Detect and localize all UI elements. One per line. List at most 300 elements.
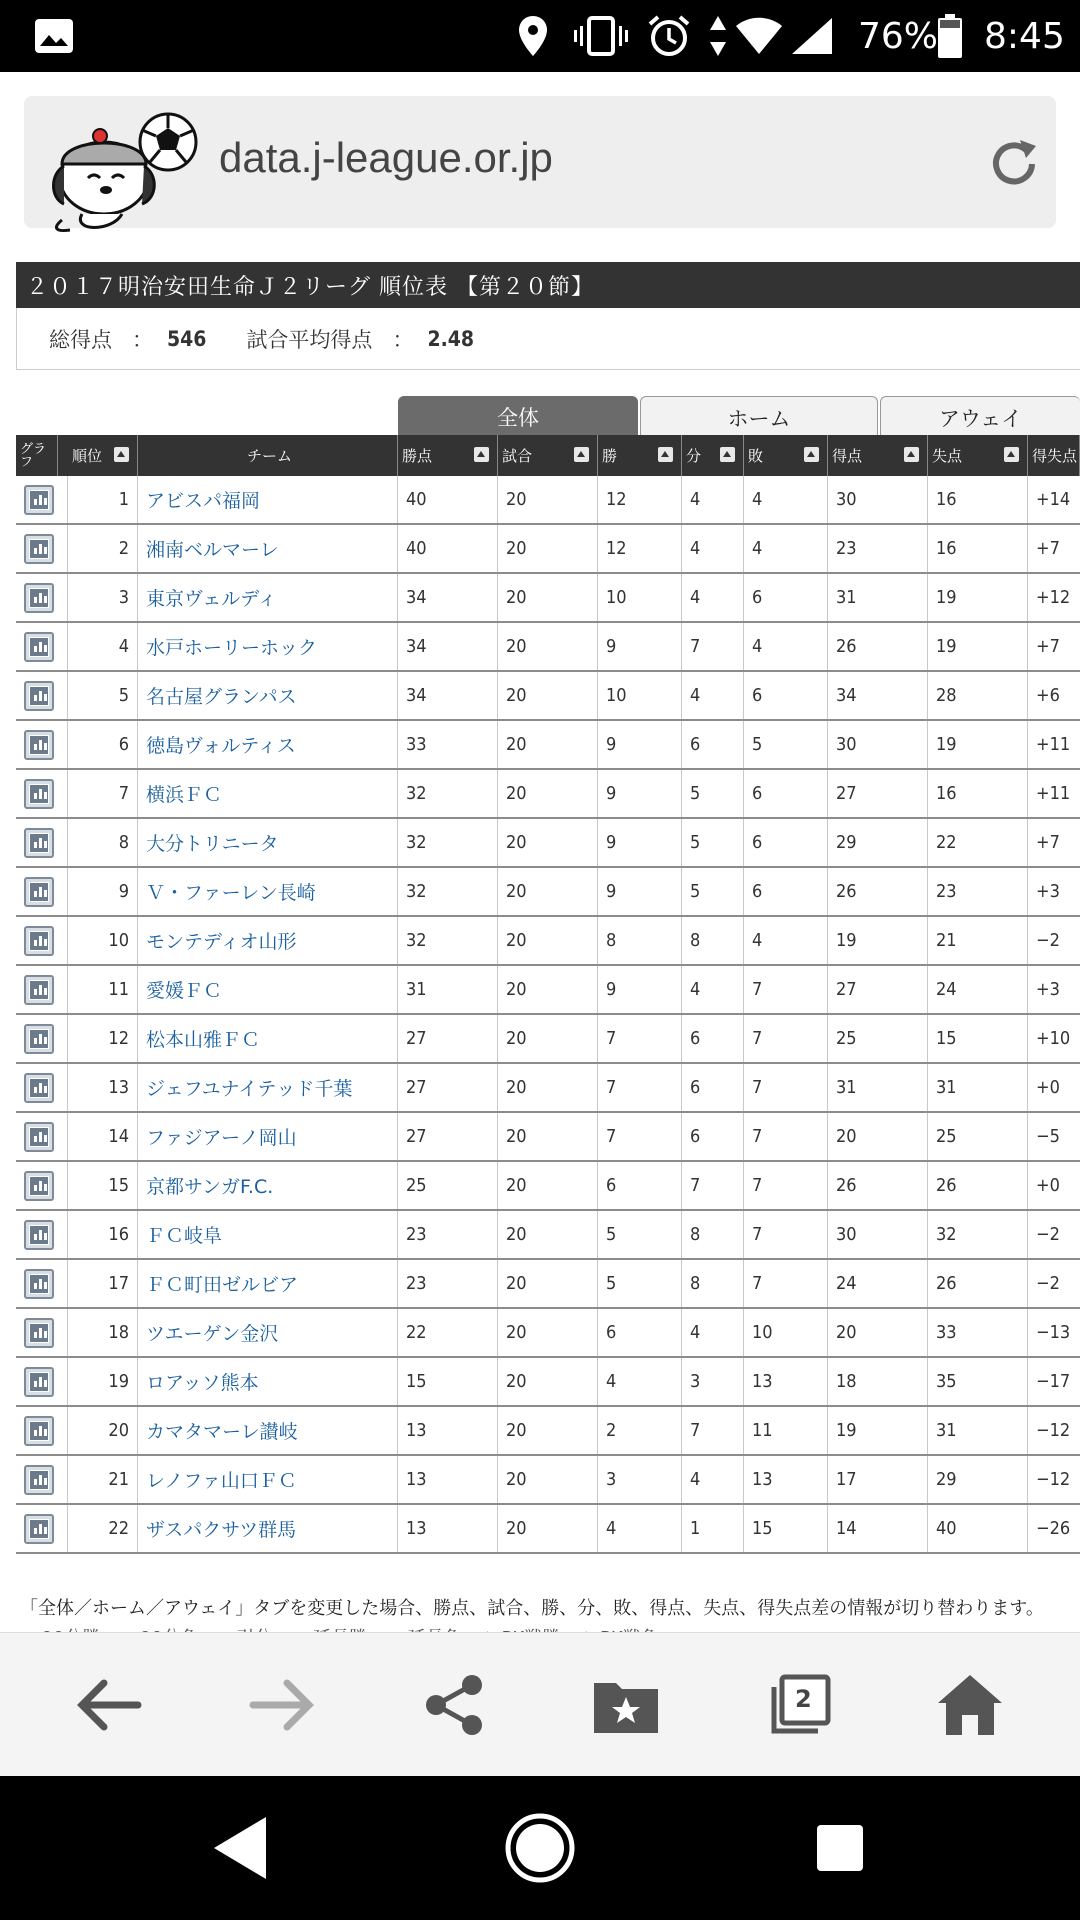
cell-points: 22 [398, 1309, 498, 1356]
table-row [16, 525, 1080, 574]
cell-wins: 12 [598, 525, 682, 572]
cell-draws: 6 [682, 1064, 744, 1111]
cell-draws: 4 [682, 476, 744, 523]
table-row [16, 1309, 1080, 1358]
cell-wins: 12 [598, 476, 682, 523]
battery-icon [937, 0, 963, 72]
reload-icon[interactable] [986, 136, 1042, 192]
column-header-losses[interactable] [744, 435, 828, 476]
cell-losses: 6 [744, 574, 828, 621]
sort-icon[interactable] [804, 447, 819, 462]
image-icon [34, 0, 74, 72]
cell-goals-against: 19 [928, 574, 1028, 621]
cell-games: 20 [498, 476, 598, 523]
graph-cell [16, 770, 68, 817]
cell-goals-against: 35 [928, 1358, 1028, 1405]
url-text: data.j-league.or.jp [219, 134, 553, 181]
graph-cell [16, 1358, 68, 1405]
cell-losses: 6 [744, 868, 828, 915]
cell-goals-against: 16 [928, 525, 1028, 572]
graph-cell [16, 1309, 68, 1356]
cell-goal-diff: −13 [1036, 1322, 1071, 1343]
location-icon [518, 0, 548, 72]
cell-goals-against: 15 [928, 1015, 1028, 1062]
graph-icon[interactable] [24, 1269, 54, 1299]
graph-icon[interactable] [24, 534, 54, 564]
cell-goal-diff: −26 [1036, 1518, 1071, 1539]
cell-goal-diff: +7 [1036, 636, 1060, 657]
team-link[interactable]: Ｖ・ファーレン長崎 [138, 868, 398, 915]
sort-icon[interactable] [574, 447, 589, 462]
team-link[interactable]: ロアッソ熊本 [138, 1358, 398, 1405]
cell-wins: 10 [598, 574, 682, 621]
cell-goals-for: 29 [828, 819, 928, 866]
cell-rank: 2 [68, 525, 138, 572]
graph-cell [16, 1260, 68, 1307]
graph-icon[interactable] [24, 1122, 54, 1152]
graph-icon[interactable] [24, 485, 54, 515]
team-link[interactable]: ＦＣ町田ゼルビア [138, 1260, 398, 1307]
table-row [16, 623, 1080, 672]
column-header-games[interactable] [498, 435, 598, 476]
graph-icon[interactable] [24, 632, 54, 662]
table-row [16, 1505, 1080, 1554]
column-label: 得点 [832, 447, 863, 465]
sort-icon[interactable] [720, 447, 735, 462]
cell-goal-diff: −2 [1036, 1273, 1060, 1294]
cell-rank: 15 [68, 1162, 138, 1209]
cell-losses: 7 [744, 1015, 828, 1062]
clock: 8:45 [984, 15, 1065, 57]
cell-points: 40 [398, 476, 498, 523]
cell-games: 20 [498, 1015, 598, 1062]
cell-points: 23 [398, 1211, 498, 1258]
cell-goals-for: 20 [828, 1113, 928, 1160]
cell-goals-against: 23 [928, 868, 1028, 915]
graph-icon[interactable] [24, 828, 54, 858]
graph-cell [16, 574, 68, 621]
graph-icon[interactable] [24, 1024, 54, 1054]
cell-goals-against: 26 [928, 1162, 1028, 1209]
cell-goal-diff: +12 [1036, 587, 1071, 608]
cell-wins: 8 [598, 917, 682, 964]
graph-cell [16, 525, 68, 572]
cell-goals-for: 19 [828, 1407, 928, 1454]
cell-wins: 9 [598, 868, 682, 915]
cell-goals-for: 30 [828, 1211, 928, 1258]
nav-recents-icon[interactable] [800, 1808, 880, 1888]
cell-rank: 9 [68, 868, 138, 915]
table-row [16, 966, 1080, 1015]
cell-losses: 13 [744, 1358, 828, 1405]
table-row [16, 1260, 1080, 1309]
cell-wins: 6 [598, 1162, 682, 1209]
cell-goals-against: 19 [928, 721, 1028, 768]
cell-games: 20 [498, 574, 598, 621]
cell-draws: 4 [682, 672, 744, 719]
cell-losses: 6 [744, 672, 828, 719]
graph-cell [16, 917, 68, 964]
table-row [16, 1211, 1080, 1260]
cell-points: 34 [398, 623, 498, 670]
cell-games: 20 [498, 1211, 598, 1258]
cell-goals-against: 22 [928, 819, 1028, 866]
table-body [16, 476, 1080, 1554]
signal-icon [790, 0, 834, 72]
cell-losses: 7 [744, 1211, 828, 1258]
graph-cell [16, 819, 68, 866]
cell-draws: 6 [682, 721, 744, 768]
team-link[interactable]: ツエーゲン金沢 [138, 1309, 398, 1356]
bookmarks-icon[interactable] [586, 1665, 666, 1745]
team-link[interactable]: 東京ヴェルディ [138, 574, 398, 621]
cell-rank: 4 [68, 623, 138, 670]
team-link[interactable]: 大分トリニータ [138, 819, 398, 866]
cell-points: 23 [398, 1260, 498, 1307]
tab-note: 「全体／ホーム／アウェイ」タブを変更した場合、勝点、試合、勝、分、敗、得点、失点、得失点差の情報が切り替わります。 [20, 1598, 1044, 1619]
colon: ： [392, 327, 414, 352]
cell-goal-diff: +7 [1036, 538, 1060, 559]
graph-cell [16, 1456, 68, 1503]
cell-goal-diff: −2 [1036, 930, 1060, 951]
cell-goals-for: 30 [828, 721, 928, 768]
team-link[interactable]: レノファ山口ＦＣ [138, 1456, 398, 1503]
column-header-rank[interactable] [68, 435, 138, 476]
cell-games: 20 [498, 1407, 598, 1454]
cell-goal-diff: +14 [1036, 489, 1071, 510]
cell-goals-for: 30 [828, 476, 928, 523]
cell-wins: 5 [598, 1260, 682, 1307]
column-header-graph [16, 435, 58, 476]
graph-icon[interactable] [24, 583, 54, 613]
column-label: 試合 [502, 447, 533, 465]
cell-rank: 10 [68, 917, 138, 964]
team-link[interactable]: 松本山雅ＦＣ [138, 1015, 398, 1062]
total-goals-value: 546 [167, 326, 207, 351]
back-icon[interactable] [69, 1665, 149, 1745]
column-label: グラフ [20, 441, 47, 470]
cell-goal-diff: +6 [1036, 685, 1060, 706]
team-link[interactable]: 京都サンガF.C. [138, 1162, 398, 1209]
colon: ： [132, 327, 153, 352]
team-link[interactable]: 湘南ベルマーレ [138, 525, 398, 572]
cell-rank: 8 [68, 819, 138, 866]
cell-games: 20 [498, 770, 598, 817]
column-label: 分 [686, 447, 702, 465]
cell-goals-against: 32 [928, 1211, 1028, 1258]
team-link[interactable]: アビスパ福岡 [138, 476, 398, 523]
graph-icon[interactable] [24, 1416, 54, 1446]
cell-games: 20 [498, 868, 598, 915]
cell-games: 20 [498, 1358, 598, 1405]
graph-cell [16, 1064, 68, 1111]
cell-rank: 19 [68, 1358, 138, 1405]
tab-overall[interactable]: 全体 [398, 396, 638, 438]
sort-icon[interactable] [658, 447, 673, 462]
table-row [16, 1456, 1080, 1505]
graph-cell [16, 672, 68, 719]
team-link[interactable]: 名古屋グランパス [138, 672, 398, 719]
cell-goals-against: 40 [928, 1505, 1028, 1552]
cell-wins: 9 [598, 623, 682, 670]
graph-cell [16, 1015, 68, 1062]
team-link[interactable]: 水戸ホーリーホック [138, 623, 398, 670]
jleague-mascot-logo [42, 102, 202, 232]
browser-bottom-bar [0, 1632, 1080, 1776]
cell-points: 34 [398, 574, 498, 621]
cell-rank: 1 [68, 476, 138, 523]
graph-icon[interactable] [24, 730, 54, 760]
cell-goals-for: 27 [828, 966, 928, 1013]
graph-icon[interactable] [24, 1367, 54, 1397]
cell-games: 20 [498, 623, 598, 670]
cell-goals-against: 16 [928, 770, 1028, 817]
cell-points: 34 [398, 672, 498, 719]
cell-points: 13 [398, 1407, 498, 1454]
cell-goals-for: 31 [828, 1064, 928, 1111]
column-header-wins[interactable] [598, 435, 682, 476]
cell-games: 20 [498, 1456, 598, 1503]
table-row [16, 476, 1080, 525]
cell-rank: 3 [68, 574, 138, 621]
team-link[interactable]: ザスパクサツ群馬 [138, 1505, 398, 1552]
cell-games: 20 [498, 966, 598, 1013]
team-link[interactable]: 徳島ヴォルティス [138, 721, 398, 768]
cell-losses: 11 [744, 1407, 828, 1454]
cell-losses: 7 [744, 1260, 828, 1307]
cell-draws: 4 [682, 1309, 744, 1356]
column-header-draws[interactable] [682, 435, 744, 476]
standings-table [16, 435, 1080, 1554]
cell-wins: 9 [598, 966, 682, 1013]
cell-draws: 4 [682, 525, 744, 572]
cell-losses: 15 [744, 1505, 828, 1552]
cell-games: 20 [498, 1505, 598, 1552]
cell-losses: 4 [744, 525, 828, 572]
cell-wins: 6 [598, 1309, 682, 1356]
cell-draws: 5 [682, 868, 744, 915]
graph-cell [16, 1211, 68, 1258]
nav-home-icon[interactable] [500, 1808, 580, 1888]
avg-goals-label: 試合平均得点 [246, 327, 373, 352]
tab-away[interactable]: アウェイ [880, 396, 1080, 438]
graph-icon[interactable] [24, 877, 54, 907]
cell-wins: 4 [598, 1358, 682, 1405]
column-header-points[interactable] [398, 435, 498, 476]
cell-draws: 5 [682, 819, 744, 866]
sort-icon[interactable] [474, 447, 489, 462]
team-link[interactable]: モンテディオ山形 [138, 917, 398, 964]
cell-goals-for: 26 [828, 868, 928, 915]
wifi-icon [735, 0, 783, 72]
cell-wins: 7 [598, 1015, 682, 1062]
table-row [16, 1407, 1080, 1456]
system-nav-bar [0, 1776, 1080, 1920]
status-bar [0, 0, 1080, 72]
cell-losses: 13 [744, 1456, 828, 1503]
cell-goals-against: 31 [928, 1407, 1028, 1454]
graph-icon[interactable] [24, 1514, 54, 1544]
cell-goal-diff: +11 [1036, 734, 1071, 755]
graph-cell [16, 1407, 68, 1454]
table-row [16, 868, 1080, 917]
cell-points: 32 [398, 868, 498, 915]
cell-goals-for: 25 [828, 1015, 928, 1062]
cell-games: 20 [498, 1309, 598, 1356]
table-row [16, 672, 1080, 721]
table-row [16, 770, 1080, 819]
cell-losses: 4 [744, 917, 828, 964]
graph-icon[interactable] [24, 1220, 54, 1250]
table-row [16, 1358, 1080, 1407]
cell-losses: 4 [744, 623, 828, 670]
share-icon[interactable] [414, 1665, 494, 1745]
team-link[interactable]: カマタマーレ讃岐 [138, 1407, 398, 1454]
cell-goal-diff: +10 [1036, 1028, 1071, 1049]
cell-goal-diff: +11 [1036, 783, 1071, 804]
cell-wins: 9 [598, 721, 682, 768]
cell-goals-for: 17 [828, 1456, 928, 1503]
cell-draws: 7 [682, 1162, 744, 1209]
nav-back-icon[interactable] [200, 1808, 280, 1888]
battery-percent: 76% [858, 15, 939, 57]
total-goals-label: 総得点 [49, 327, 112, 352]
graph-icon[interactable] [24, 1073, 54, 1103]
cell-games: 20 [498, 1162, 598, 1209]
column-label: チーム [246, 447, 292, 465]
graph-icon[interactable] [24, 1171, 54, 1201]
cell-rank: 12 [68, 1015, 138, 1062]
cell-games: 20 [498, 525, 598, 572]
cell-goals-for: 19 [828, 917, 928, 964]
tabs-icon[interactable] [760, 1665, 840, 1745]
sort-icon[interactable] [1004, 447, 1019, 462]
alarm-icon [647, 0, 691, 72]
cell-goals-for: 26 [828, 623, 928, 670]
cell-draws: 7 [682, 623, 744, 670]
column-header-goals-against[interactable] [928, 435, 1028, 476]
column-header-goals-for[interactable] [828, 435, 928, 476]
cell-losses: 10 [744, 1309, 828, 1356]
cell-points: 31 [398, 966, 498, 1013]
table-row [16, 1015, 1080, 1064]
column-header-team [138, 435, 398, 476]
cell-draws: 7 [682, 1407, 744, 1454]
cell-points: 32 [398, 917, 498, 964]
cell-wins: 5 [598, 1211, 682, 1258]
graph-icon[interactable] [24, 1318, 54, 1348]
avg-goals-value: 2.48 [427, 326, 475, 351]
cell-games: 20 [498, 819, 598, 866]
cell-rank: 20 [68, 1407, 138, 1454]
graph-icon[interactable] [24, 681, 54, 711]
cell-wins: 3 [598, 1456, 682, 1503]
cell-goals-against: 16 [928, 476, 1028, 523]
cell-goals-against: 28 [928, 672, 1028, 719]
cell-points: 27 [398, 1064, 498, 1111]
cell-rank: 5 [68, 672, 138, 719]
cell-goals-against: 19 [928, 623, 1028, 670]
cell-draws: 8 [682, 1260, 744, 1307]
cell-goals-for: 26 [828, 1162, 928, 1209]
cell-goals-for: 24 [828, 1260, 928, 1307]
cell-games: 20 [498, 917, 598, 964]
cell-goal-diff: +0 [1036, 1077, 1060, 1098]
address-bar[interactable] [24, 96, 1056, 228]
cell-games: 20 [498, 721, 598, 768]
graph-icon[interactable] [24, 926, 54, 956]
cell-draws: 1 [682, 1505, 744, 1552]
team-link[interactable]: 愛媛ＦＣ [138, 966, 398, 1013]
column-label: 敗 [748, 447, 764, 465]
browser-toolbar [0, 72, 1080, 242]
cell-goals-for: 18 [828, 1358, 928, 1405]
cell-points: 40 [398, 525, 498, 572]
cell-draws: 5 [682, 770, 744, 817]
cell-draws: 3 [682, 1358, 744, 1405]
cell-draws: 6 [682, 1113, 744, 1160]
cell-goals-for: 34 [828, 672, 928, 719]
cell-losses: 5 [744, 721, 828, 768]
cell-points: 33 [398, 721, 498, 768]
cell-rank: 22 [68, 1505, 138, 1552]
column-label: 勝 [602, 447, 618, 465]
cell-goal-diff: −12 [1036, 1469, 1071, 1490]
cell-rank: 6 [68, 721, 138, 768]
graph-icon[interactable] [24, 779, 54, 809]
team-link[interactable]: ジェフユナイテッド千葉 [138, 1064, 398, 1111]
data-icon [708, 0, 728, 72]
graph-cell [16, 1113, 68, 1160]
sort-icon[interactable] [114, 447, 129, 462]
cell-goals-for: 27 [828, 770, 928, 817]
graph-cell [16, 1162, 68, 1209]
cell-points: 32 [398, 770, 498, 817]
cell-draws: 8 [682, 917, 744, 964]
cell-losses: 7 [744, 1113, 828, 1160]
cell-games: 20 [498, 1260, 598, 1307]
cell-goals-for: 20 [828, 1309, 928, 1356]
tab-home[interactable]: ホーム [640, 396, 878, 438]
team-link[interactable]: 横浜ＦＣ [138, 770, 398, 817]
graph-icon[interactable] [24, 1465, 54, 1495]
cell-draws: 8 [682, 1211, 744, 1258]
cell-goals-for: 14 [828, 1505, 928, 1552]
cell-rank: 11 [68, 966, 138, 1013]
forward-icon[interactable] [242, 1665, 322, 1745]
graph-icon[interactable] [24, 975, 54, 1005]
cell-goals-against: 21 [928, 917, 1028, 964]
cell-wins: 9 [598, 770, 682, 817]
column-header-goal-diff [1028, 435, 1080, 476]
cell-games: 20 [498, 1064, 598, 1111]
cell-losses: 6 [744, 819, 828, 866]
cell-draws: 4 [682, 1456, 744, 1503]
table-header [16, 435, 1080, 476]
team-link[interactable]: ＦＣ岐阜 [138, 1211, 398, 1258]
cell-goals-against: 29 [928, 1456, 1028, 1503]
column-label: 失点 [932, 447, 963, 465]
team-link[interactable]: ファジアーノ岡山 [138, 1113, 398, 1160]
graph-cell [16, 623, 68, 670]
goal-summary [16, 308, 1080, 370]
home-icon[interactable] [930, 1665, 1010, 1745]
cell-wins: 2 [598, 1407, 682, 1454]
graph-cell [16, 966, 68, 1013]
column-label: 得失点 [1032, 447, 1078, 465]
sort-icon[interactable] [904, 447, 919, 462]
table-row [16, 917, 1080, 966]
